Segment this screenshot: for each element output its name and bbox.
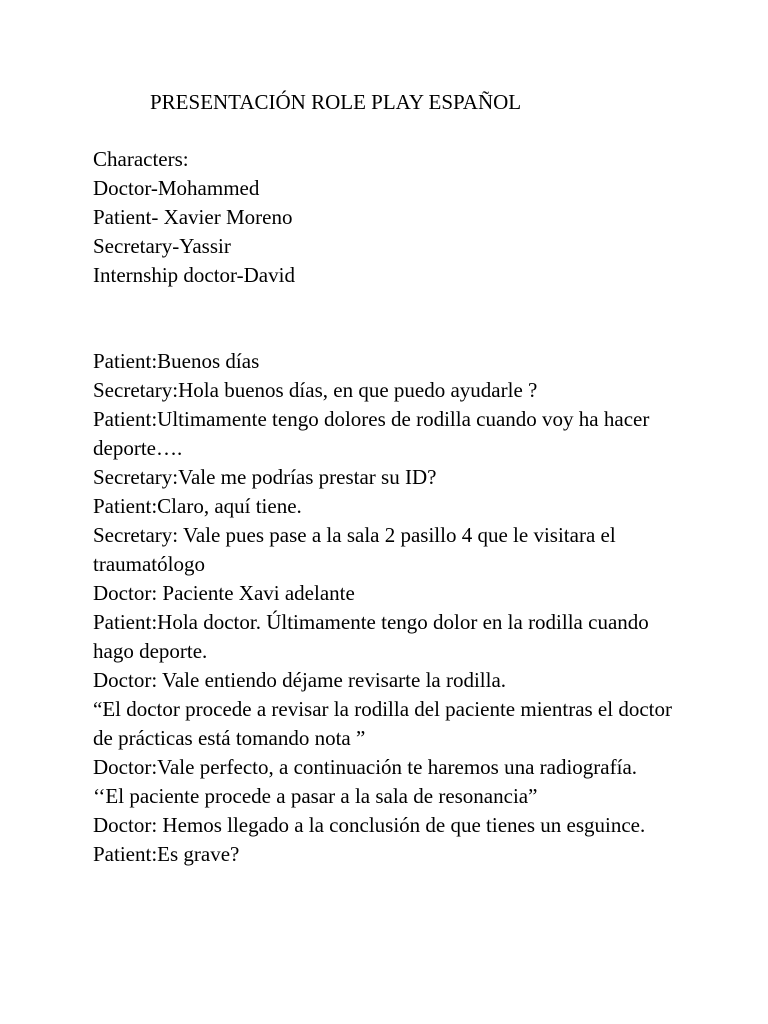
dialogue-line: Doctor: Vale entiendo déjame revisarte la rodilla.: [93, 668, 507, 692]
character-doctor: Doctor-Mohammed: [93, 176, 260, 200]
dialogue-line: Secretary: Vale pues pase a la sala 2 pasillo 4 que le visitara el traumatólogo: [93, 523, 616, 576]
dialogue-line: Patient:Claro, aquí tiene.: [93, 494, 302, 518]
dialogue-line: Doctor: Hemos llegado a la conclusión de que tienes un esguince.: [93, 813, 646, 837]
stage-direction: ‘‘El paciente procede a pasar a la sala de resonancia”: [93, 784, 538, 808]
character-patient: Patient- Xavier Moreno: [93, 205, 293, 229]
dialogue-line: Patient:Hola doctor. Últimamente tengo dolor en la rodilla cuando hago deporte.: [93, 610, 649, 663]
characters-heading: Characters:: [93, 147, 189, 171]
document-title: PRESENTACIÓN ROLE PLAY ESPAÑOL: [150, 90, 522, 114]
dialogue-line: Secretary:Hola buenos días, en que puedo ayudarle ?: [93, 378, 538, 402]
characters-section: [93, 145, 733, 290]
dialogue-line: Patient:Buenos días: [93, 349, 260, 373]
dialogue-line: Doctor:Vale perfecto, a continuación te haremos una radiografía.: [93, 755, 638, 779]
dialogue-line: Secretary:Vale me podrías prestar su ID?: [93, 465, 437, 489]
stage-direction: “El doctor procede a revisar la rodilla del paciente mientras el doctor de prácticas está tomando nota ”: [93, 697, 672, 750]
dialogue-line: Patient:Es grave?: [93, 842, 240, 866]
dialogue-section: [93, 347, 683, 869]
character-internship-doctor: Internship doctor-David: [93, 263, 295, 287]
dialogue-line: Doctor: Paciente Xavi adelante: [93, 581, 355, 605]
dialogue-line: Patient:Ultimamente tengo dolores de rodilla cuando voy ha hacer deporte….: [93, 407, 650, 460]
character-secretary: Secretary-Yassir: [93, 234, 231, 258]
